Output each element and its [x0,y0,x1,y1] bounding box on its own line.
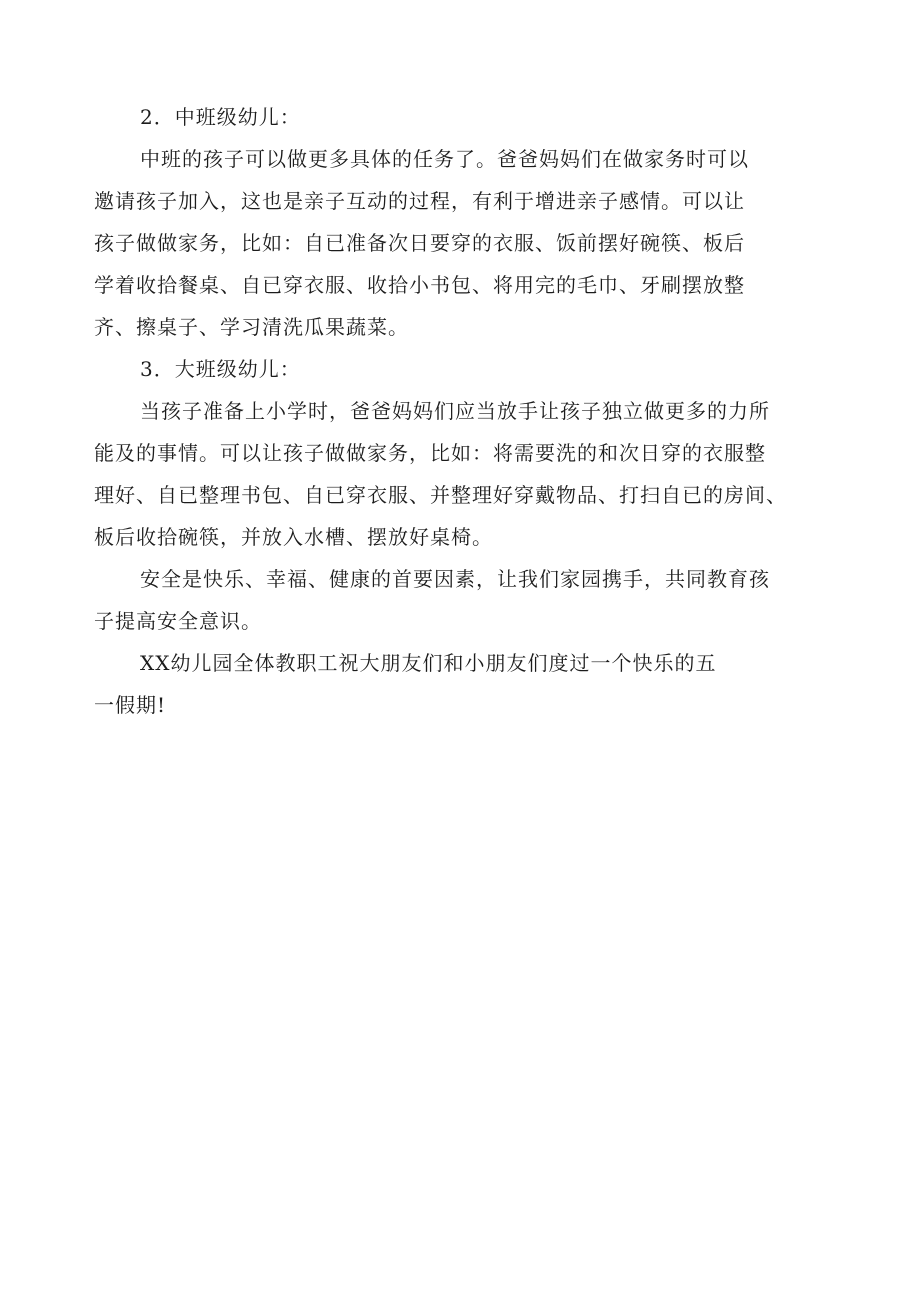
paragraph-line: 中班的孩子可以做更多具体的任务了。爸爸妈妈们在做家务时可以 [140,147,749,171]
heading-senior-class: 3．大班级幼儿： [140,357,301,381]
paragraph-line: 安全是快乐、幸福、健康的首要因素，让我们家园携手，共同教育孩 [140,567,770,591]
paragraph-line: 理好、自已整理书包、自已穿衣服、并整理好穿戴物品、打扫自已的房间、 [94,483,787,507]
paragraph-line: 能及的事情。可以让孩子做做家务，比如：将需要洗的和次日穿的衣服整 [94,441,766,465]
paragraph-line: 孩子做做家务，比如：自已准备次日要穿的衣服、饭前摆好碗筷、板后 [94,231,745,255]
paragraph-middle-class [94,138,834,348]
paragraph-line: 齐、擦桌子、学习清洗瓜果蔬菜。 [94,315,409,339]
document-body [94,96,834,726]
paragraph-line: 邀请孩子加入，这也是亲子互动的过程，有利于增进亲子感情。可以让 [94,189,745,213]
paragraph-senior-class [94,390,834,558]
paragraph-line: 一假期! [94,693,167,717]
heading-middle-class: 2．中班级幼儿： [140,105,301,129]
paragraph-line: 子提高安全意识。 [94,609,262,633]
paragraph-line: 学着收拾餐桌、自已穿衣服、收拾小书包、将用完的毛巾、牙刷摆放整 [94,273,745,297]
paragraph-closing [94,642,834,726]
paragraph-line: 当孩子准备上小学时，爸爸妈妈们应当放手让孩子独立做更多的力所 [140,399,770,423]
paragraph-line: XX幼儿园全体教职工祝大朋友们和小朋友们度过一个快乐的五 [140,651,717,675]
paragraph-line: 板后收拾碗筷，并放入水槽、摆放好桌椅。 [94,525,493,549]
paragraph-safety [94,558,834,642]
